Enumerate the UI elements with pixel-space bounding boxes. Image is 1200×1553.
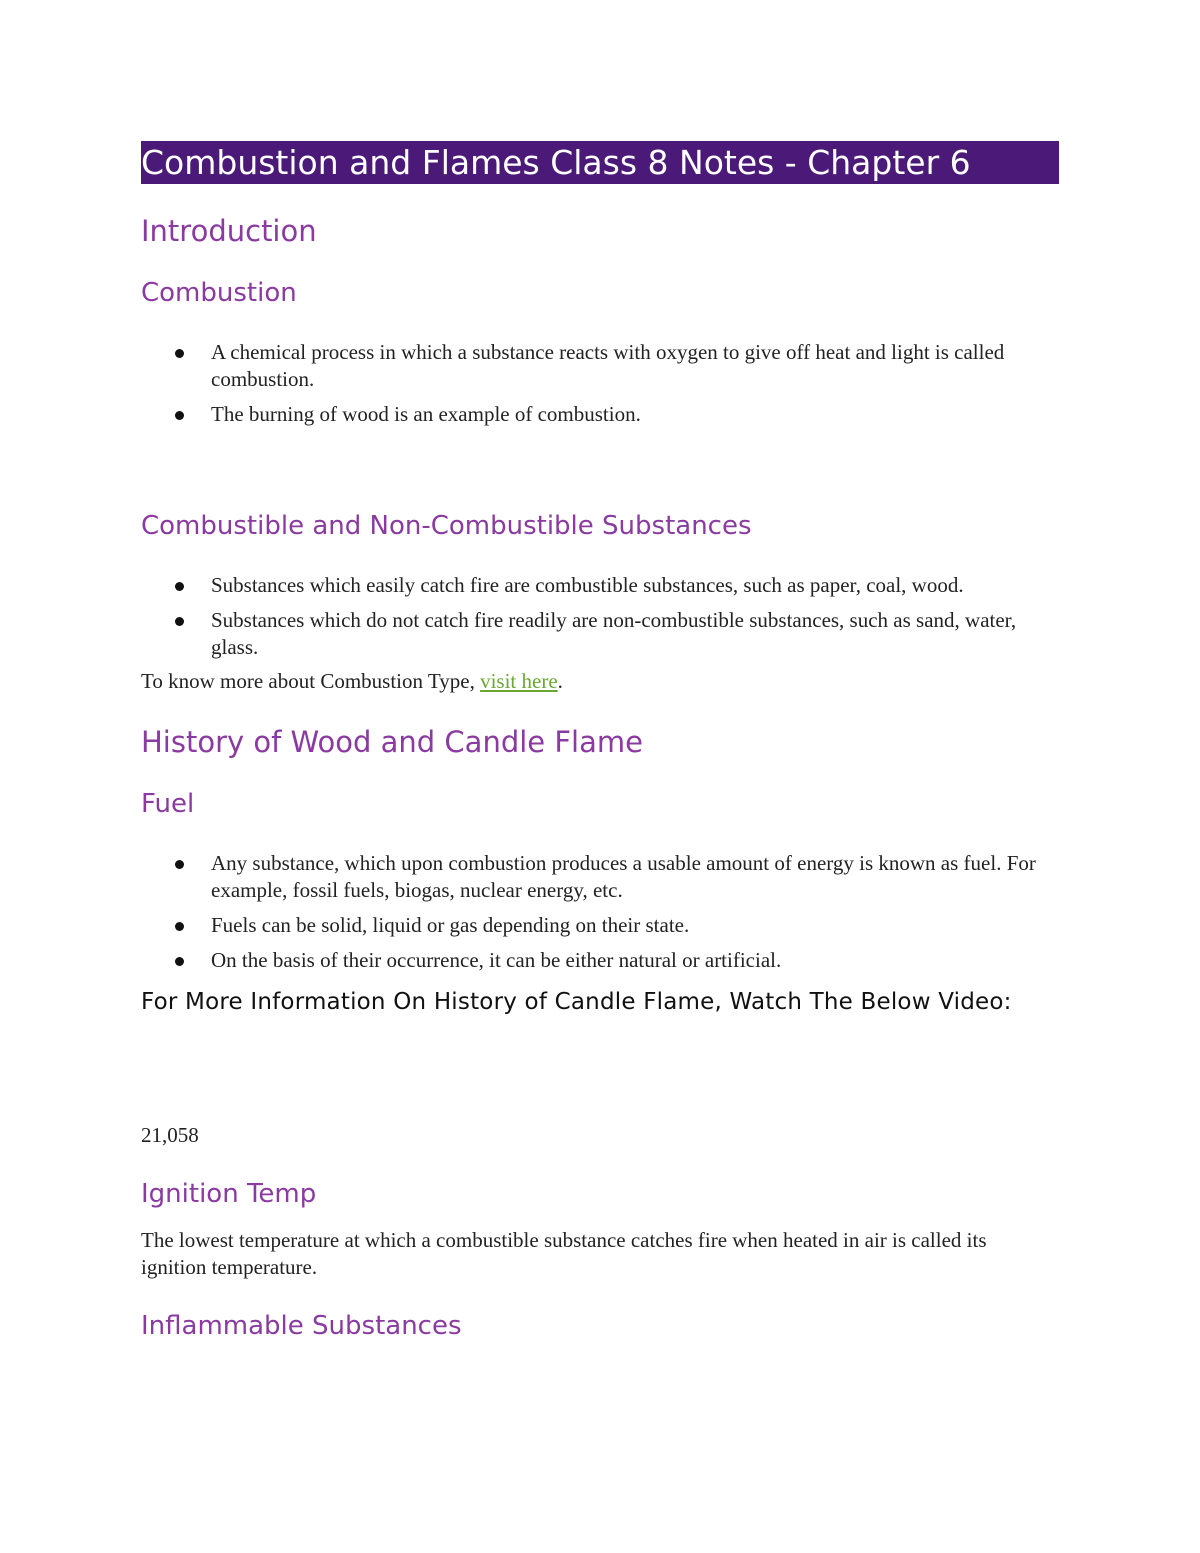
introduction-heading: Introduction [141,214,317,248]
visit-here-link[interactable]: visit here [480,669,558,693]
more-info-paragraph: To know more about Combustion Type, visit here. [141,669,563,693]
page-title: Combustion and Flames Class 8 Notes - Chapter 6 [141,141,1059,184]
combustion-list [141,339,1059,436]
video-views-count: 21,058 [141,1123,199,1147]
substances-list [141,572,1059,669]
list-item: On the basis of their occurrence, it can be either natural or artificial. [141,947,1059,974]
bullet-icon [175,582,184,591]
bullet-icon [175,349,184,358]
fuel-heading: Fuel [141,789,195,819]
list-item: The burning of wood is an example of combustion. [141,401,1059,428]
video-heading: For More Information On History of Candle Flame, Watch The Below Video: [141,989,1012,1015]
list-item: A chemical process in which a substance reacts with oxygen to give off heat and light is called combustion. [141,339,1059,393]
ignition-paragraph: The lowest temperature at which a combustible substance catches fire when heated in air is called its ignition temperature. [141,1228,987,1279]
list-item: Substances which easily catch fire are combustible substances, such as paper, coal, wood. [141,572,1059,599]
bullet-icon [175,922,184,931]
fuel-list [141,850,1059,982]
bullet-icon [175,860,184,869]
list-item: Any substance, which upon combustion produces a usable amount of energy is known as fuel. For example, fossil fuels, biogas, nuclear energy, etc. [141,850,1059,904]
bullet-icon [175,957,184,966]
combustion-heading: Combustion [141,278,297,308]
ignition-heading: Ignition Temp [141,1179,317,1209]
list-item: Fuels can be solid, liquid or gas depending on their state. [141,912,1059,939]
bullet-icon [175,617,184,626]
bullet-icon [175,411,184,420]
list-item: Substances which do not catch fire readily are non-combustible substances, such as sand, water, glass. [141,607,1059,661]
substances-heading: Combustible and Non-Combustible Substances [141,511,752,541]
history-heading: History of Wood and Candle Flame [141,725,643,759]
inflammable-heading: Inflammable Substances [141,1311,462,1341]
